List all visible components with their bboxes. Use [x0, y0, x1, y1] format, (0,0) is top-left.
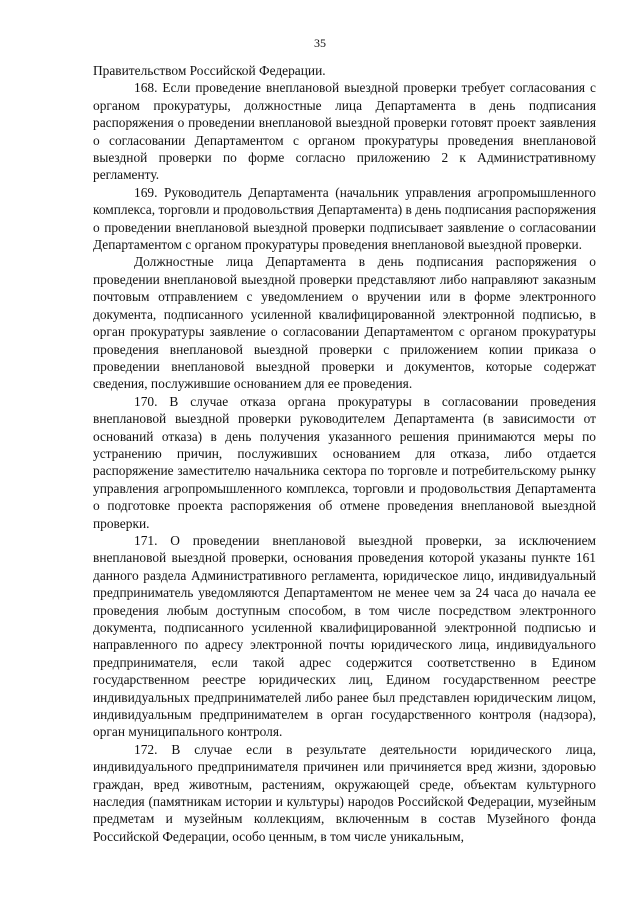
document-body: [93, 62, 596, 845]
paragraph-169: 169. Руководитель Департамента (начальник управления агропромышленного комплекса, торговли и продовольствия Департамента) в день подписания распоряжения о проведении внеплановой выездной проверки подписывает заявление о согласовании Департаментом с органом прокуратуры проведения внеплановой выездной проверки.: [93, 184, 596, 253]
paragraph-168: 168. Если проведение внеплановой выездной проверки требует согласования с органом прокуратуры, должностные лица Департамента в день подписания распоряжения о проведении внеплановой выездной проверки готовят проект заявления о согласовании Департаментом с органом прокуратуры проведения внеплановой выездной проверки по форме согласно приложению 2 к Административному регламенту.: [93, 80, 596, 183]
page-number: 35: [314, 36, 326, 50]
paragraph-170: 170. В случае отказа органа прокуратуры в согласовании проведения внеплановой выездной проверки руководителем Департамента (в зависимости от оснований отказа) в день получения указанного решения принимаются меры по устранению причин, послуживших основанием для отказа, либо отдается распоряжение заместителю начальника сектора по торговле и потребительскому рынку управления агропромышленного комплекса, торговли и продовольствия Департамента о подготовке проекта распоряжения об отмене проведения внеплановой выездной проверки.: [93, 393, 596, 531]
paragraph-169-officials: Должностные лица Департамента в день подписания распоряжения о проведении внеплановой выездной проверки представляют либо направляют заказным почтовым отправлением с уведомлением о вручении или в форме электронного документа, подписанного усиленной квалифицированной электронной подписью, в орган прокуратуры заявление о согласовании Департаментом с органом прокуратуры проведения внеплановой выездной проверки с приложением копии приказа о проведении внеплановой выездной проверки и документов, которые содержат сведения, послужившие основанием для ее проведения.: [93, 254, 596, 392]
paragraph-continuation: Правительством Российской Федерации.: [93, 63, 326, 78]
paragraph-172: 172. В случае если в результате деятельности юридического лица, индивидуального предпринимателя причинен или причиняется вред жизни, здоровью граждан, вред животным, растениям, окружающей среде, объектам культурного наследия (памятникам истории и культуры) народов Российской Федерации, музейным предметам и музейным коллекциям, включенным в состав Музейного фонда Российской Федерации, особо ценным, в том числе уникальным,: [93, 741, 596, 844]
paragraph-171: 171. О проведении внеплановой выездной проверки, за исключением внеплановой выездной проверки, основания проведения которой указаны пункте 161 данного раздела Административного регламента, юридическое лицо, индивидуальный предприниматель уведомляются Департаментом не менее чем за 24 часа до начала ее проведения любым доступным способом, в том числе посредством электронного документа, подписанного усиленной квалифицированной электронной подписью и направленного по адресу электронной почты юридического лица, индивидуального предпринимателя, если такой адрес содержится соответственно в Едином государственном реестре юридических лиц, Едином государственном реестре индивидуальных предпринимателей либо ранее был представлен юридическим лицом, индивидуальным предпринимателем в орган государственного контроля (надзора), орган муниципального контроля.: [93, 532, 596, 740]
